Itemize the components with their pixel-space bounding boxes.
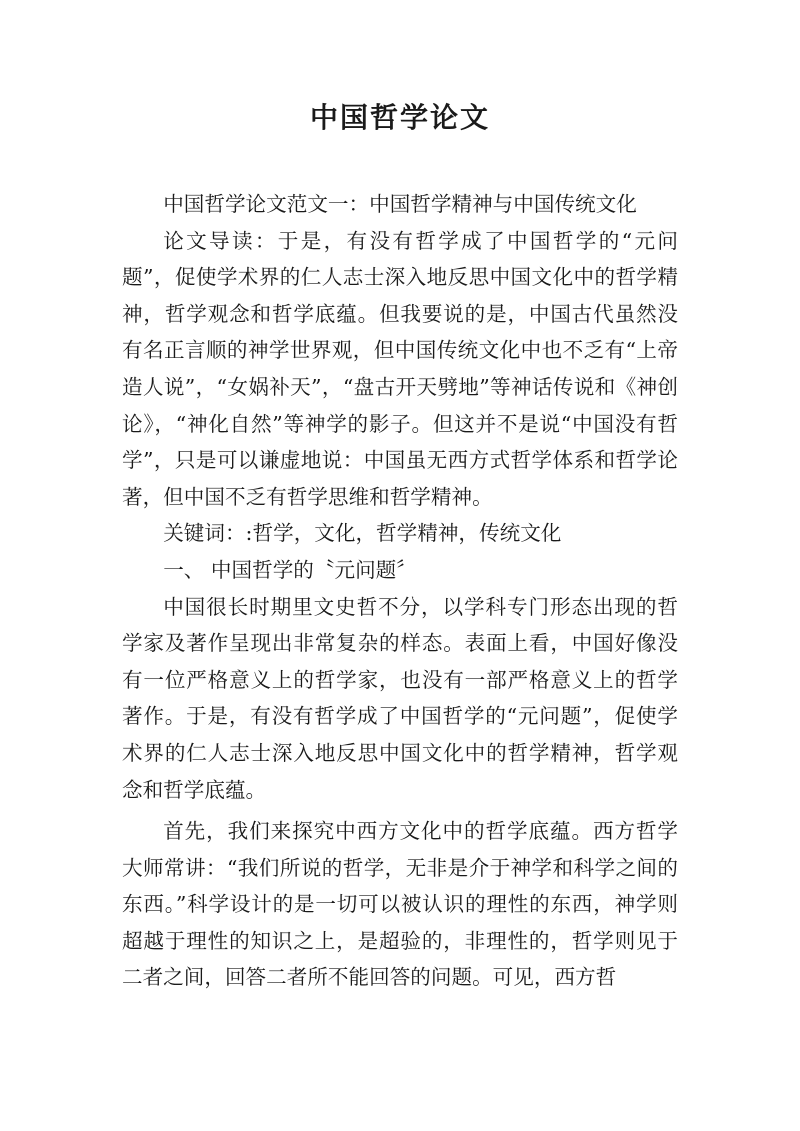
paragraph-body-2: 首先，我们来探究中西方文化中的哲学底蕴。西方哲学大师常讲：“我们所说的哲学，无非是介于神学和科学之间的东西。”科学设计的是一切可以被认识的理性的东西，神学则超越于理性的知识之上，是超验的，非理性的，哲学则见于二者之间，回答二者所不能回答的问题。可见，西方哲: [122, 819, 678, 990]
paragraph-body-1: 中国很长时期里文史哲不分，以学科专门形态出现的哲学家及著作呈现出非常复杂的样态。表面上看，中国好像没有一位严格意义上的哲学家，也没有一部严格意义上的哲学著作。于是，有没有哲学成了中国哲学的“元问题”，促使学术界的仁人志士深入地反思中国文化中的哲学精神，哲学观念和哲学底蕴。: [122, 594, 678, 802]
paragraph-abstract: 论文导读：于是，有没有哲学成了中国哲学的“元问题”，促使学术界的仁人志士深入地反思中国文化中的哲学精神，哲学观念和哲学底蕴。但我要说的是，中国古代虽然没有名正言顺的神学世界观，但中国传统文化中也不乏有“上帝造人说”，“女娲补天”，“盘古开天劈地”等神话传说和《神创论》，“神化自然”等神学的影子。但这并不是说“中国没有哲学”，只是可以谦虚地说：中国虽无西方式哲学体系和哲学论著，但中国不乏有哲学思维和哲学精神。: [122, 228, 678, 509]
paragraph-keywords: 关键词：:哲学，文化，哲学精神，传统文化: [163, 521, 562, 546]
document-body: [122, 186, 678, 996]
paragraph-subtitle: 中国哲学论文范文一：中国哲学精神与中国传统文化: [163, 192, 637, 216]
section-heading: 一、 中国哲学的〝元问题〞: [163, 557, 417, 582]
page-title: 中国哲学论文: [309, 101, 490, 134]
